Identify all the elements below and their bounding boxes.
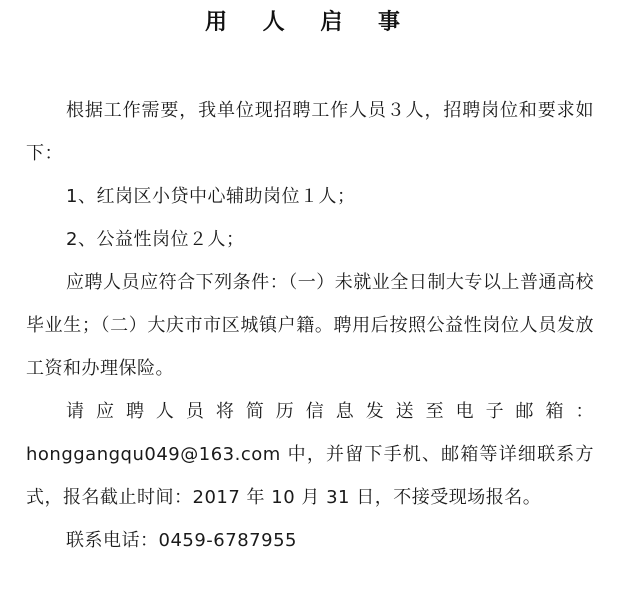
email-deadline-paragraph: honggangqu049@163.com 中，并留下手机、邮箱等详细联系方式，报名截止时间：2017 年 10 月 31 日，不接受现场报名。 — [26, 444, 594, 508]
requirements-paragraph: 应聘人员应符合下列条件：（一）未就业全日制大专以上普通高校毕业生；（二）大庆市市区城镇户籍。聘用后按照公益性岗位人员发放工资和办理保险。 — [26, 272, 594, 379]
application-instruction: 请应聘人员将简历信息发送至电子邮箱： — [66, 401, 594, 422]
contact-phone: 联系电话：0459-6787955 — [66, 530, 297, 551]
position-item-2: 2、公益性岗位２人； — [66, 229, 245, 250]
intro-paragraph: 根据工作需要，我单位现招聘工作人员３人，招聘岗位和要求如下： — [26, 100, 594, 164]
document-body — [26, 89, 594, 562]
document-title: 用 人 启 事 — [205, 10, 414, 35]
position-item-1: 1、红岗区小贷中心辅助岗位１人； — [66, 186, 356, 207]
